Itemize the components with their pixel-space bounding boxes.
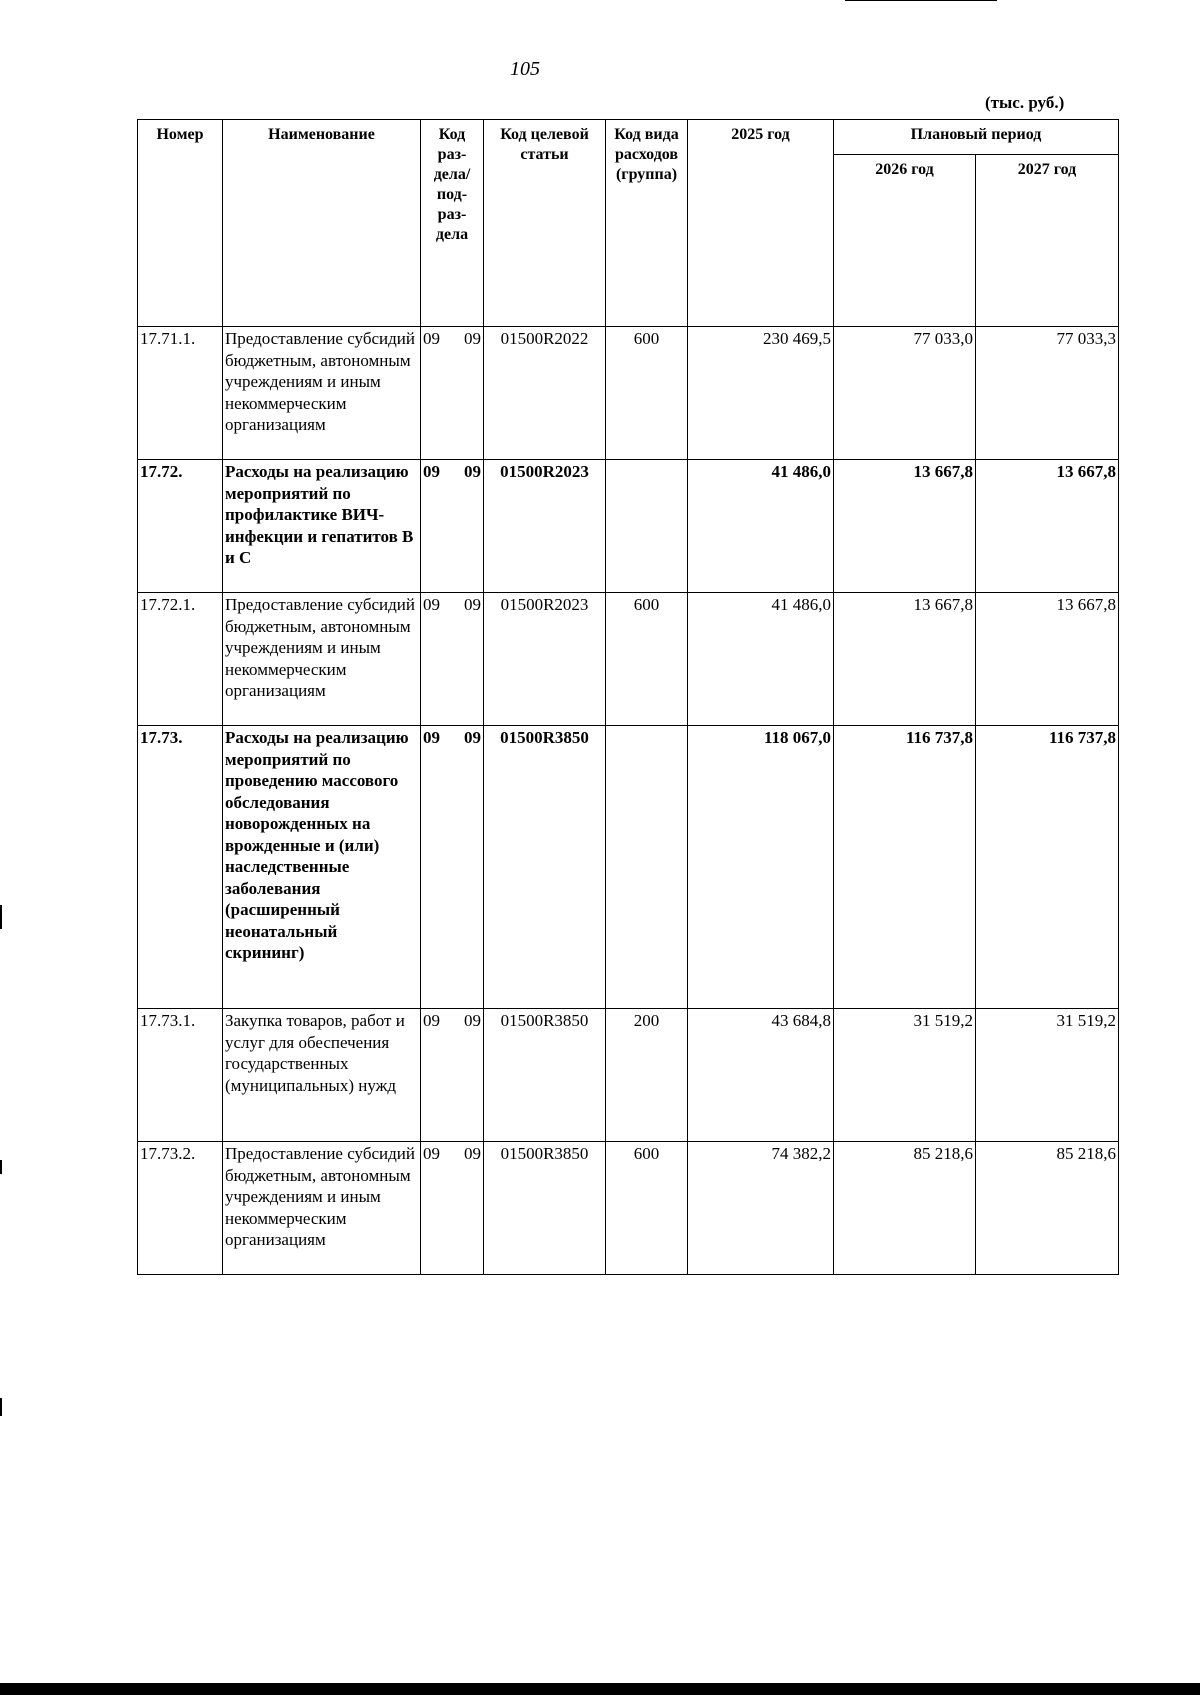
row-expense-type: 200 [606, 1009, 688, 1142]
row-expense-type: 600 [606, 1142, 688, 1275]
row-target-code: 01500R2022 [484, 327, 606, 460]
scan-mark [0, 905, 2, 929]
row-razdel: 09 [423, 1011, 440, 1030]
row-section-code [421, 1009, 484, 1142]
row-expense-type [606, 726, 688, 1009]
row-number: 17.73.1. [138, 1009, 223, 1142]
table-row [138, 593, 1119, 726]
header-number: Номер [138, 120, 223, 327]
header-year-2025: 2025 год [688, 120, 834, 327]
header-year-2026: 2026 год [834, 155, 976, 327]
row-number: 17.73. [138, 726, 223, 1009]
scan-mark [0, 1398, 2, 1416]
header-year-2027: 2027 год [976, 155, 1119, 327]
row-razdel: 09 [423, 462, 440, 481]
row-number: 17.72.1. [138, 593, 223, 726]
row-amount-2025: 74 382,2 [688, 1142, 834, 1275]
row-section-code [421, 327, 484, 460]
row-target-code: 01500R3850 [484, 1142, 606, 1275]
row-target-code: 01500R3850 [484, 726, 606, 1009]
row-number: 17.73.2. [138, 1142, 223, 1275]
header-target-code: Код целевой статьи [484, 120, 606, 327]
row-amount-2026: 13 667,8 [834, 460, 976, 593]
row-amount-2025: 118 067,0 [688, 726, 834, 1009]
row-amount-2027: 13 667,8 [976, 593, 1119, 726]
table-row [138, 1142, 1119, 1275]
row-podrazdel: 09 [464, 1144, 481, 1163]
row-podrazdel: 09 [464, 462, 481, 481]
bottom-scan-band [0, 1683, 1200, 1695]
row-amount-2025: 230 469,5 [688, 327, 834, 460]
row-expense-type: 600 [606, 327, 688, 460]
row-target-code: 01500R2023 [484, 593, 606, 726]
row-name: Расходы на реализацию мероприятий по профилактике ВИЧ-инфекции и гепатитов В и С [223, 460, 421, 593]
row-podrazdel: 09 [464, 595, 481, 614]
row-section-code [421, 1142, 484, 1275]
scan-mark [0, 1160, 2, 1174]
row-section-code [421, 726, 484, 1009]
row-amount-2025: 41 486,0 [688, 460, 834, 593]
table-row [138, 460, 1119, 593]
header-section-code: Код раз-дела/ под-раз-дела [421, 120, 484, 327]
row-razdel: 09 [423, 595, 440, 614]
table-row [138, 1009, 1119, 1142]
row-expense-type [606, 460, 688, 593]
row-amount-2026: 85 218,6 [834, 1142, 976, 1275]
table-row [138, 327, 1119, 460]
row-name: Предоставление субсидий бюджетным, автономным учреждениям и иным некоммерческим организациям [223, 593, 421, 726]
table-header-row [138, 120, 1119, 155]
row-amount-2026: 31 519,2 [834, 1009, 976, 1142]
row-section-code [421, 593, 484, 726]
row-amount-2026: 77 033,0 [834, 327, 976, 460]
row-amount-2027: 77 033,3 [976, 327, 1119, 460]
row-podrazdel: 09 [464, 329, 481, 348]
table-row [138, 726, 1119, 1009]
row-razdel: 09 [423, 1144, 440, 1163]
row-razdel: 09 [423, 329, 440, 348]
row-name: Закупка товаров, работ и услуг для обеспечения государственных (муниципальных) нужд [223, 1009, 421, 1142]
row-number: 17.71.1. [138, 327, 223, 460]
row-section-code [421, 460, 484, 593]
row-amount-2027: 13 667,8 [976, 460, 1119, 593]
page-number: 105 [510, 58, 540, 80]
header-expense-type: Код вида расходов (группа) [606, 120, 688, 327]
row-razdel: 09 [423, 728, 440, 747]
row-number: 17.72. [138, 460, 223, 593]
row-amount-2026: 116 737,8 [834, 726, 976, 1009]
row-amount-2027: 85 218,6 [976, 1142, 1119, 1275]
row-amount-2026: 13 667,8 [834, 593, 976, 726]
row-name: Расходы на реализацию мероприятий по проведению массового обследования новорожденных на врожденные и (или) наследственные заболевания (расширенный неонатальный скрининг) [223, 726, 421, 1009]
row-target-code: 01500R3850 [484, 1009, 606, 1142]
row-amount-2027: 31 519,2 [976, 1009, 1119, 1142]
row-amount-2025: 41 486,0 [688, 593, 834, 726]
budget-table [137, 119, 1119, 1275]
row-target-code: 01500R2023 [484, 460, 606, 593]
row-amount-2027: 116 737,8 [976, 726, 1119, 1009]
top-border-line [845, 0, 997, 1]
units-label: (тыс. руб.) [985, 93, 1065, 112]
row-podrazdel: 09 [464, 728, 481, 747]
row-expense-type: 600 [606, 593, 688, 726]
row-podrazdel: 09 [464, 1011, 481, 1030]
header-planned-period: Плановый период [834, 120, 1119, 155]
row-name: Предоставление субсидий бюджетным, автономным учреждениям и иным некоммерческим организациям [223, 1142, 421, 1275]
row-amount-2025: 43 684,8 [688, 1009, 834, 1142]
header-name: Наименование [223, 120, 421, 327]
row-name: Предоставление субсидий бюджетным, автономным учреждениям и иным некоммерческим организациям [223, 327, 421, 460]
